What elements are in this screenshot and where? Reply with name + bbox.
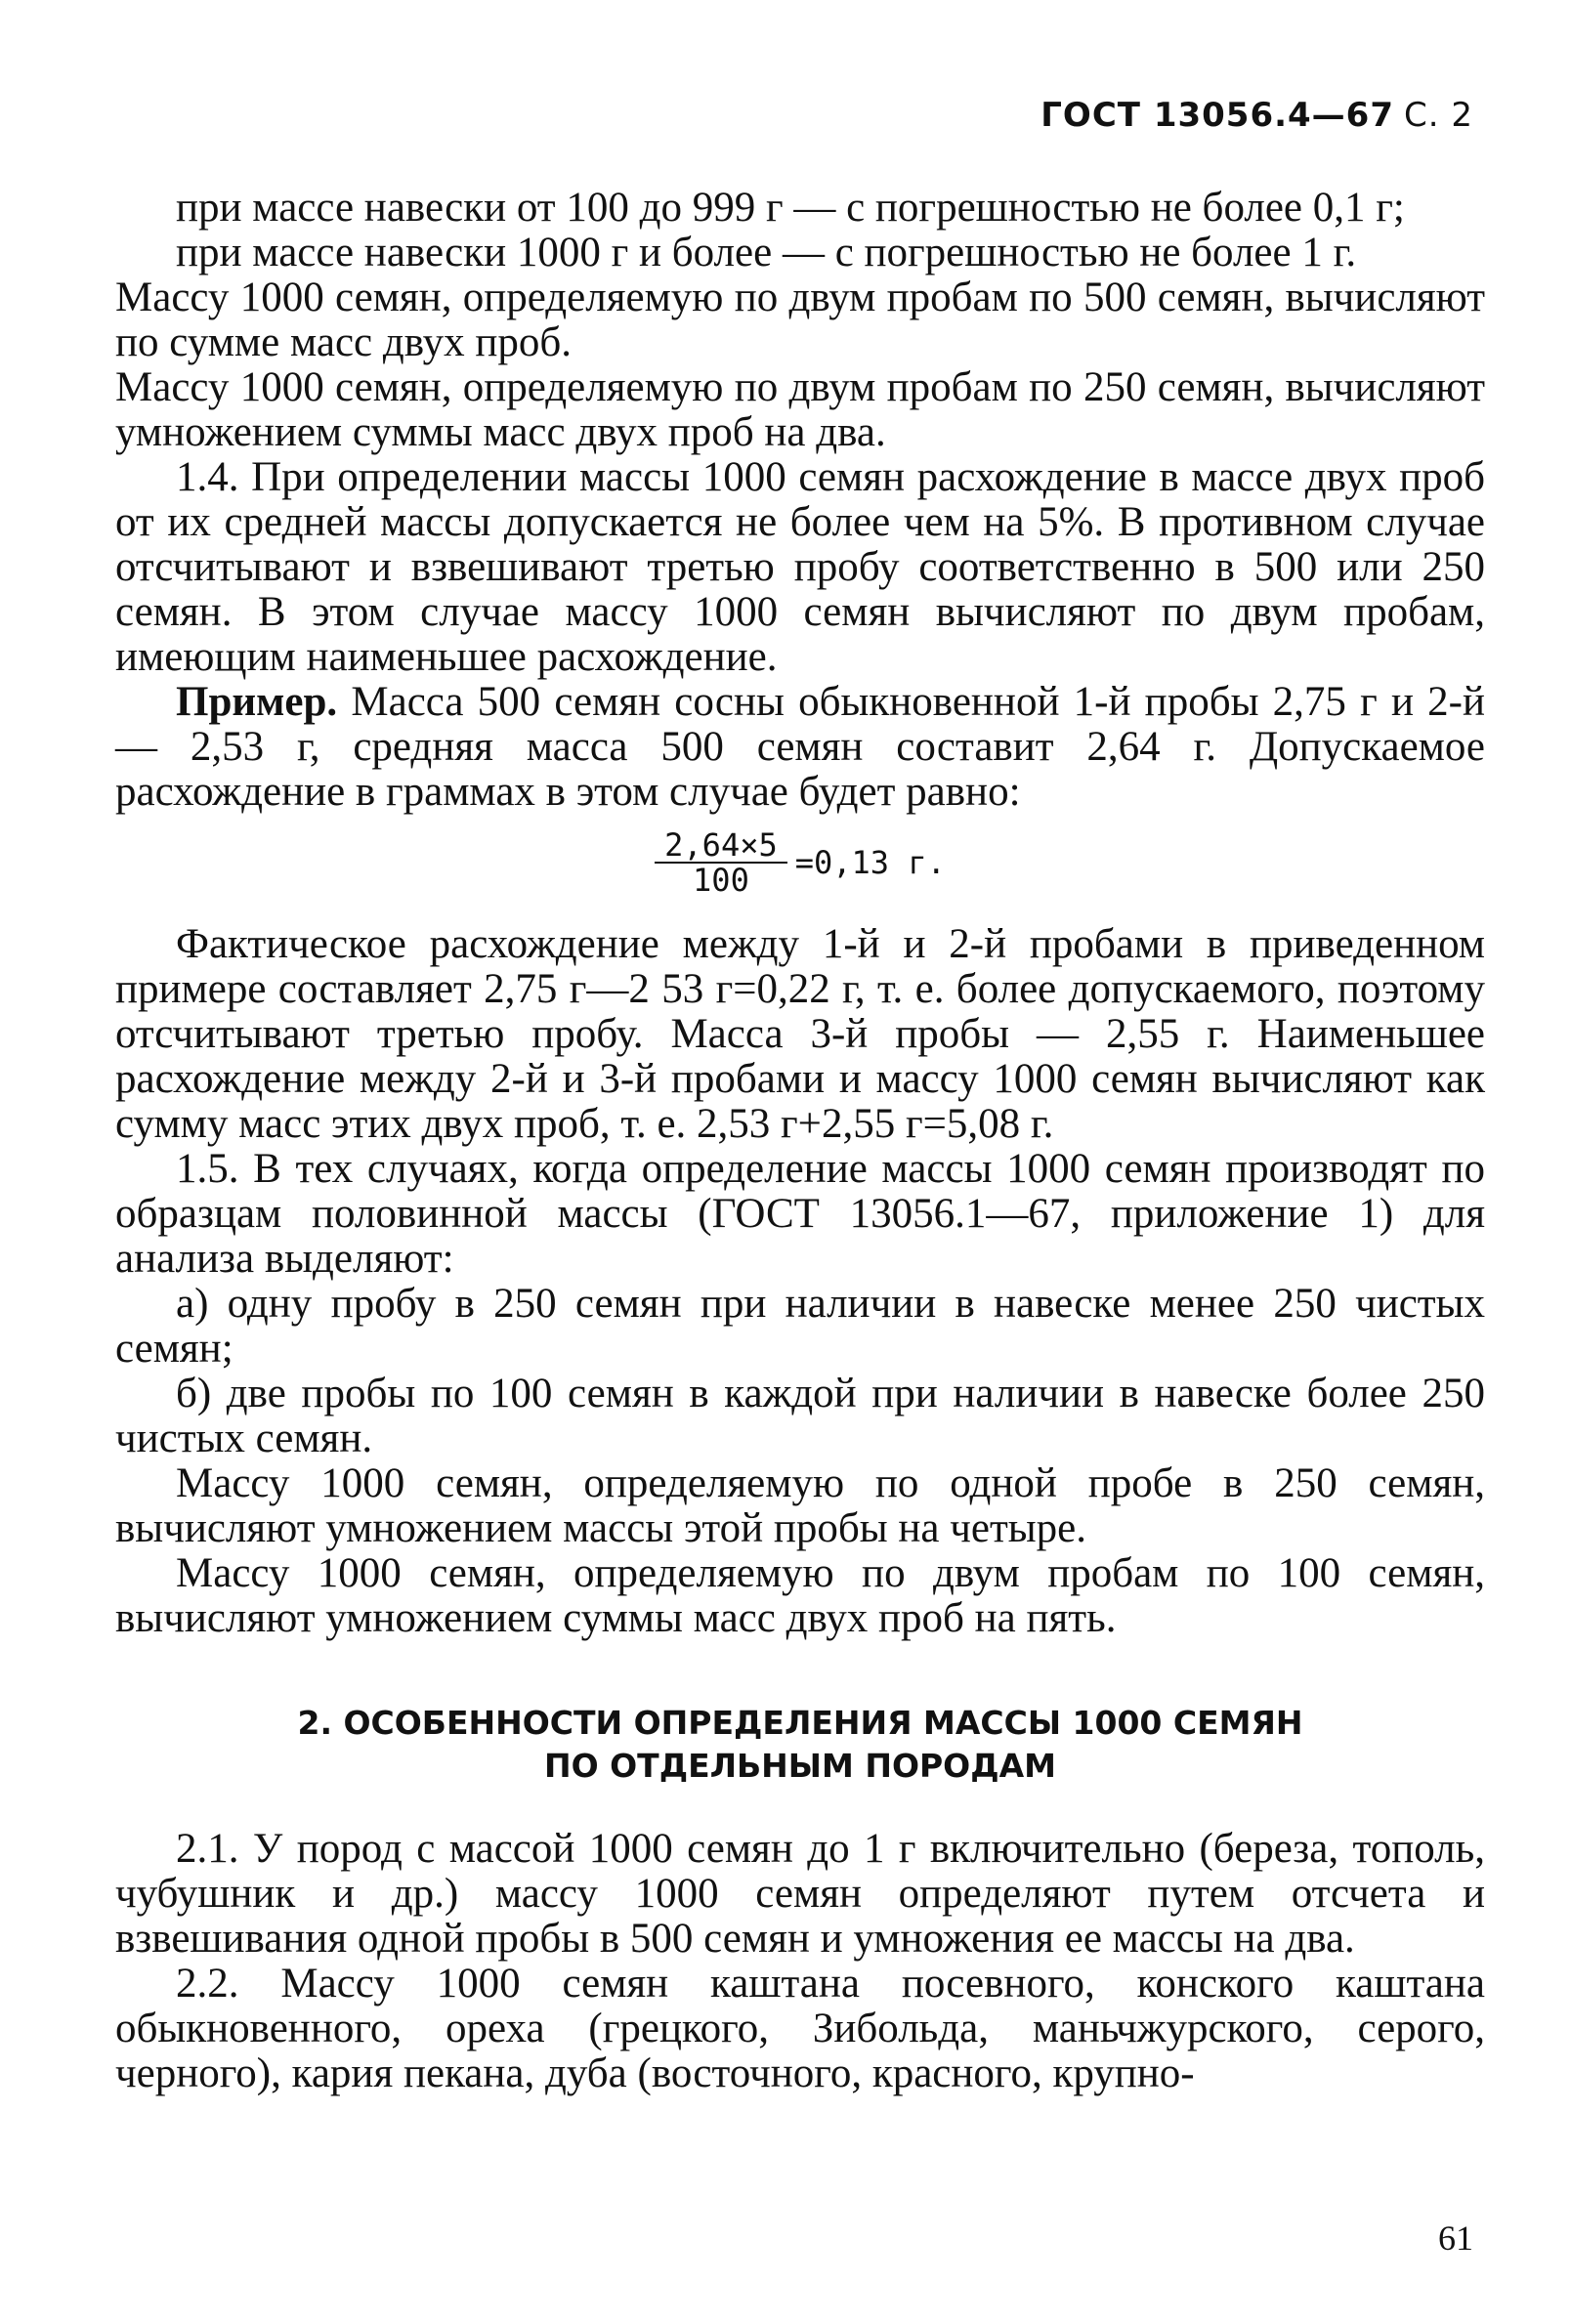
fraction-numerator: 2,64×5 bbox=[655, 828, 787, 864]
example-text: Масса 500 семян сосны обыкновенной 1-й пробы 2,75 г и 2-й — 2,53 г, средняя масса 500 семян составит 2,64 г. Допускаемое расхождение в граммах в этом случае будет равно: bbox=[115, 679, 1485, 815]
paragraph-1-4: 1.4. При определении массы 1000 семян расхождение в массе двух проб от их средней массы допускается не более чем на 5%. В противном случае отсчитывают и взвешивают третью пробу соответственно в 500 или 250 семян. В этом случае массу 1000 семян вычисляют по двум пробам, имеющим наименьшее расхождение. bbox=[115, 454, 1485, 680]
section-title bbox=[115, 1702, 1485, 1788]
list-item-b: б) две пробы по 100 семян в каждой при наличии в навеске более 250 чистых семян. bbox=[115, 1371, 1485, 1461]
formula bbox=[115, 828, 1485, 897]
document-body bbox=[115, 186, 1485, 2096]
paragraph: Массу 1000 семян, определяемую по двум пробам по 250 семян, вычисляют умножением суммы масс двух проб на два. bbox=[115, 364, 1485, 455]
paragraph: Фактическое расхождение между 1-й и 2-й пробами в приведенном примере составляет 2,75 г—2 53 г=0,22 г, т. е. более допускаемого, поэтому отсчитывают третью пробу. Масса 3-й пробы — 2,55 г. Наименьшее расхождение между 2-й и 3-й пробами и массу 1000 семян вычисляют как сумму масс этих двух проб, т. е. 2,53 г+2,55 г=5,08 г. bbox=[115, 921, 1485, 1147]
list-item-a: а) одну пробу в 250 семян при наличии в навеске менее 250 чистых семян; bbox=[115, 1281, 1485, 1372]
paragraph-1-5: 1.5. В тех случаях, когда определение массы 1000 семян производят по образцам половинной массы (ГОСТ 13056.1—67, приложение 1) для анализа выделяют: bbox=[115, 1146, 1485, 1282]
example-label: Пример. bbox=[176, 679, 338, 725]
page-header bbox=[1040, 96, 1473, 135]
paragraph: при массе навески от 100 до 999 г — с погрешностью не более 0,1 г; bbox=[176, 185, 1405, 231]
section-title-line: ПО ОТДЕЛЬНЫМ ПОРОДАМ bbox=[543, 1747, 1057, 1785]
section-title-line: 2. ОСОБЕННОСТИ ОПРЕДЕЛЕНИЯ МАССЫ 1000 СЕМЯН bbox=[297, 1704, 1303, 1742]
fraction-denominator: 100 bbox=[693, 862, 749, 899]
paragraph: Массу 1000 семян, определяемую по одной пробе в 250 семян, вычисляют умножением массы этой пробы на четыре. bbox=[115, 1460, 1485, 1551]
paragraph: Массу 1000 семян, определяемую по двум пробам по 500 семян, вычисляют по сумме масс двух проб. bbox=[115, 275, 1485, 365]
formula-result: =0,13 г. bbox=[794, 844, 946, 881]
header-page-number: С. 2 bbox=[1404, 96, 1473, 135]
paragraph-2-2: 2.2. Массу 1000 семян каштана посевного, конского каштана обыкновенного, ореха (грецкого, Зибольда, маньчжурского, серого, черного), кария пекана, дуба (восточного, красного, крупно- bbox=[115, 1961, 1485, 2096]
example-paragraph bbox=[115, 680, 1485, 815]
fraction bbox=[655, 828, 787, 897]
paragraph-2-1: 2.1. У пород с массой 1000 семян до 1 г включительно (береза, тополь, чубушник и др.) массу 1000 семян определяют путем отсчета и взвешивания одной пробы в 500 семян и умножения ее массы на два. bbox=[115, 1826, 1485, 1962]
paragraph: при массе навески 1000 г и более — с погрешностью не более 1 г. bbox=[176, 230, 1357, 275]
standard-number: ГОСТ 13056.4—67 bbox=[1040, 96, 1394, 135]
paragraph: Массу 1000 семян, определяемую по двум пробам по 100 семян, вычисляют умножением суммы масс двух проб на пять. bbox=[115, 1550, 1485, 1641]
page-number: 61 bbox=[1438, 2218, 1473, 2258]
